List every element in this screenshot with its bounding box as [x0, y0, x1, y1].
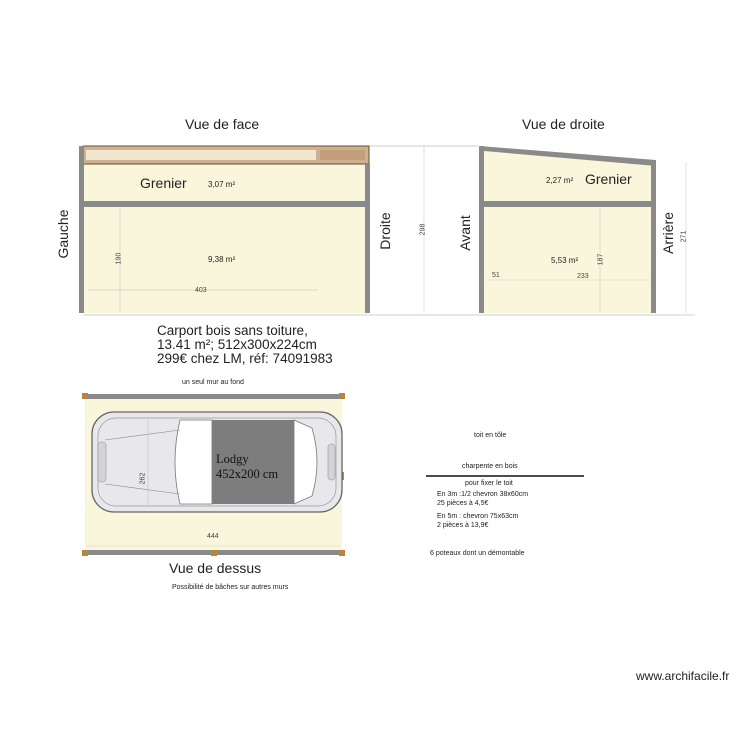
total-height-dim: 298: [419, 223, 427, 236]
face-floor-fill: [83, 147, 368, 313]
description-line: Carport bois sans toiture,: [157, 323, 308, 338]
face-height-dim: 190: [115, 252, 123, 265]
right-offset-dim: 51: [492, 272, 500, 279]
face-main-area: 9,38 m²: [208, 255, 236, 264]
post: [339, 393, 345, 399]
right-attic-floor: [482, 201, 654, 207]
face-attic-floor: [83, 201, 366, 207]
face-roof-board-end: [320, 150, 365, 160]
top-view: [82, 393, 345, 556]
right-back-wall: [651, 162, 656, 313]
car-label: [216, 452, 278, 482]
right-front-wall: [479, 146, 484, 313]
description-line: 13.41 m²; 512x300x224cm: [157, 337, 317, 352]
description-line: 299€ chez LM, réf: 74091983: [157, 351, 333, 366]
left-side-label: Gauche: [55, 209, 71, 259]
face-attic-label: Grenier: [140, 175, 187, 191]
post: [211, 550, 217, 556]
right-side-label: Droite: [377, 212, 393, 250]
material-3m-note: [437, 490, 528, 508]
post: [82, 393, 88, 399]
watermark[interactable]: www.archifacile.fr: [636, 669, 730, 683]
back-label: Arrière: [660, 212, 676, 255]
right-view: [479, 146, 686, 313]
material-line: 25 pièces à 4,5€: [437, 500, 489, 507]
right-view-title: Vue de droite: [522, 116, 605, 132]
wall-note: un seul mur au fond: [182, 379, 244, 386]
right-width-dim: 233: [577, 273, 589, 280]
material-line: En 3m :1/2 chevron 38x60cm: [437, 491, 529, 498]
roof-note: toit en tôle: [474, 432, 507, 439]
material-5m-note: [437, 512, 518, 530]
face-right-wall: [365, 164, 370, 313]
top-depth-dim: 262: [139, 472, 147, 485]
material-line: En 5m : chevron 75x63cm: [437, 513, 519, 520]
tarp-note: Possibilité de bâches sur autres murs: [172, 584, 289, 591]
description-block: [157, 324, 333, 366]
front-label: Avant: [457, 215, 473, 251]
car-size: 452x200 cm: [216, 467, 279, 481]
frame-note: charpente en bois: [462, 463, 518, 470]
right-attic-label: Grenier: [585, 171, 632, 187]
face-left-wall: [79, 146, 84, 313]
right-attic-area: 2,27 m²: [546, 176, 574, 185]
post: [339, 550, 345, 556]
right-main-area: 5,53 m²: [551, 256, 579, 265]
top-width-dim: 444: [207, 533, 219, 540]
posts-note: 6 poteaux dont un démontable: [430, 550, 525, 557]
material-line: 2 pièces à 13,9€: [437, 522, 489, 529]
car-name: Lodgy: [216, 452, 249, 466]
top-back-wall: [83, 394, 344, 399]
face-view-title: Vue de face: [185, 116, 260, 132]
face-attic-area: 3,07 m²: [208, 180, 236, 189]
right-outer-height-dim: 271: [680, 230, 688, 243]
top-view-title: Vue de dessus: [169, 560, 262, 576]
right-inner-height-dim: 187: [597, 253, 605, 266]
fix-note: pour fixer le toit: [465, 480, 513, 487]
face-width-dim: 403: [195, 287, 207, 294]
post: [82, 550, 88, 556]
face-roof-board: [86, 150, 316, 160]
